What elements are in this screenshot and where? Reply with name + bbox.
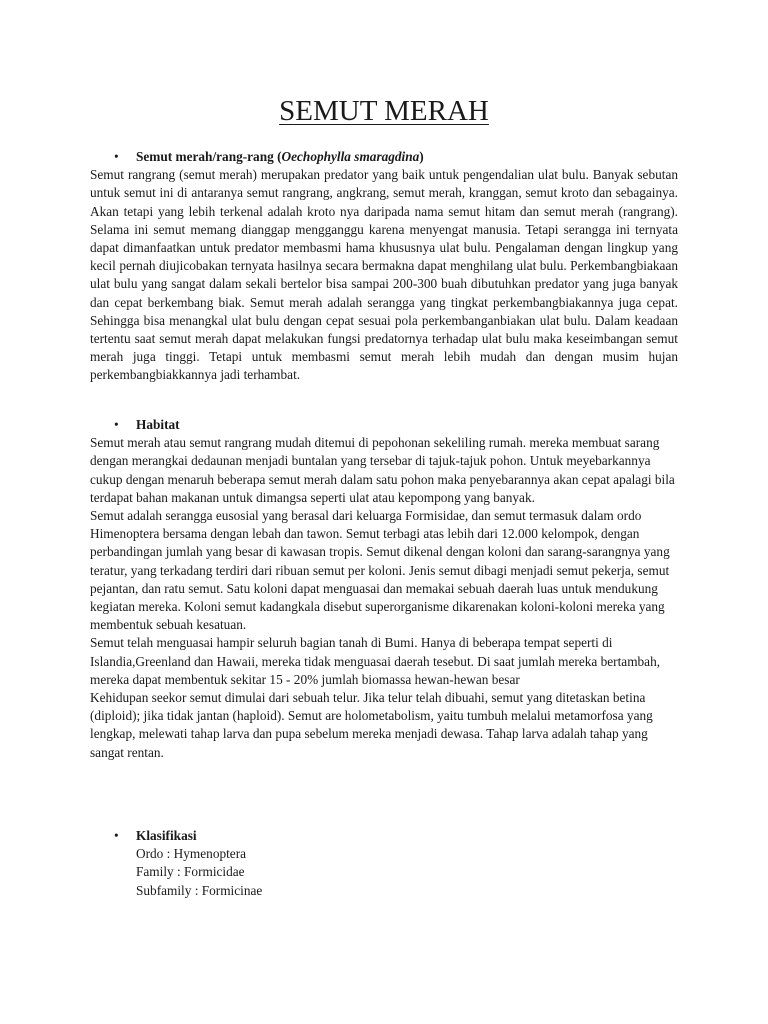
classification-line: Subfamily : Formicinae — [136, 882, 263, 898]
scientific-name: Oechophylla smaragdina — [281, 149, 420, 164]
paragraph: Semut rangrang (semut merah) merupakan predator yang baik untuk pengendalian ulat bulu. Banyak sebutan untuk semut ini di antaranya semut rangrang, angkrang, semut merah, kranggan, semut kroto dan sebagainya. Akan tetapi yang lebih terkenal adalah kroto nya daripada nama semut hitam dan semut merah (rangrang). Selama ini semut memang dianggap mengganggu karena menyengat manusia. Tetapi serangga ini ternyata dapat dimanfaatkan untuk predator membasmi hama khususnya ulat bulu. Pengalaman dengan lingkup yang kecil pernah diujicobakan ternyata hasilnya secara bermakna dapat menghilang ulat bulu. Perkembangbiakaan ulat bulu yang sangat dalam sekali bertelor bisa sampai 200-300 buah dibutuhkan predator yang juga banyak dan cepat berkembang biak. Semut merah adalah serangga yang tingkat perkembangbiakannya juga cepat. Sehingga bisa menangkal ulat bulu dengan cepat sesuai pola perkembanganbiakan ulat bulu. Dalam keadaan tertentu saat semut merah dapat melakukan fungsi predatornya terhadap ulat bulu maka keseimbangan semut merah juga tinggi. Tetapi untuk membasmi semut merah lebih mudah dan dengan musim hujan perkembangbiakkannya jadi terhambat. — [90, 167, 678, 383]
section-heading-semut-merah — [90, 148, 678, 166]
heading-text: Klasifikasi — [136, 828, 197, 843]
paragraph: Semut telah menguasai hampir seluruh bagian tanah di Bumi. Hanya di beberapa tempat seperti di Islandia,Greenland dan Hawaii, mereka tidak menguasai daerah tesebut. Di saat jumlah mereka bertambah, mereka dapat membentuk sekitar 15 - 20% jumlah biomassa hewan-hewan besar — [90, 635, 661, 687]
bullet-icon: • — [114, 149, 119, 164]
section-klasifikasi — [90, 827, 678, 900]
heading-prefix: Semut merah/rang-rang ( — [136, 149, 282, 164]
classification-line: Ordo : Hymenoptera — [136, 846, 247, 862]
paragraph: Kehidupan seekor semut dimulai dari sebuah telur. Jika telur telah dibuahi, semut yang ditetaskan betina (diploid); jika tidak jantan (haploid). Semut are holometabolism, yaitu tumbuh melalui metamorfosa yang lengkap, melewati tahap larva dan pupa sebelum mereka menjadi dewasa. Tahap larva adalah tahap yang sangat rentan. — [90, 690, 653, 760]
heading-suffix: ) — [419, 149, 424, 164]
section-heading-klasifikasi — [90, 827, 678, 845]
paragraph: Semut adalah serangga eusosial yang berasal dari keluarga Formisidae, dan semut termasuk dalam ordo Himenoptera bersama dengan lebah dan tawon. Semut terbagi atas lebih dari 12.000 kelompok, dengan perbandingan jumlah yang besar di kawasan tropis. Semut dikenal dengan koloni dan sarang-sarangnya yang teratur, yang terkadang terdiri dari ribuan semut per koloni. Jenis semut dibagi menjadi semut pekerja, semut pejantan, dan ratu semut. Satu koloni dapat menguasai dan memakai sebuah daerah luas untuk mendukung kegiatan mereka. Koloni semut kadangkala disebut superorganisme dikarenakan koloni-koloni mereka yang membentuk sebuah kesatuan. — [90, 508, 670, 633]
bullet-icon: • — [114, 417, 119, 432]
heading-text: Habitat — [136, 417, 180, 432]
paragraph: Semut merah atau semut rangrang mudah ditemui di pepohonan sekeliling rumah. mereka membuat sarang dengan merangkai dedaunan menjadi buntalan yang tersebar di tajuk-tajuk pohon. Untuk meyebarkannya cukup dengan menaruh beberapa semut merah dalam satu pohon maka penyebarannya akan cepat apalagi bila terdapat bahan makanan untuk dimangsa seperti ulat atau kepompong yang banyak. — [90, 435, 675, 505]
section-habitat — [90, 416, 678, 762]
document-title: SEMUT MERAH — [279, 95, 489, 127]
bullet-icon: • — [114, 828, 119, 843]
classification-line: Family : Formicidae — [136, 864, 245, 880]
section-heading-habitat — [90, 416, 678, 434]
section-semut-merah — [90, 148, 678, 385]
